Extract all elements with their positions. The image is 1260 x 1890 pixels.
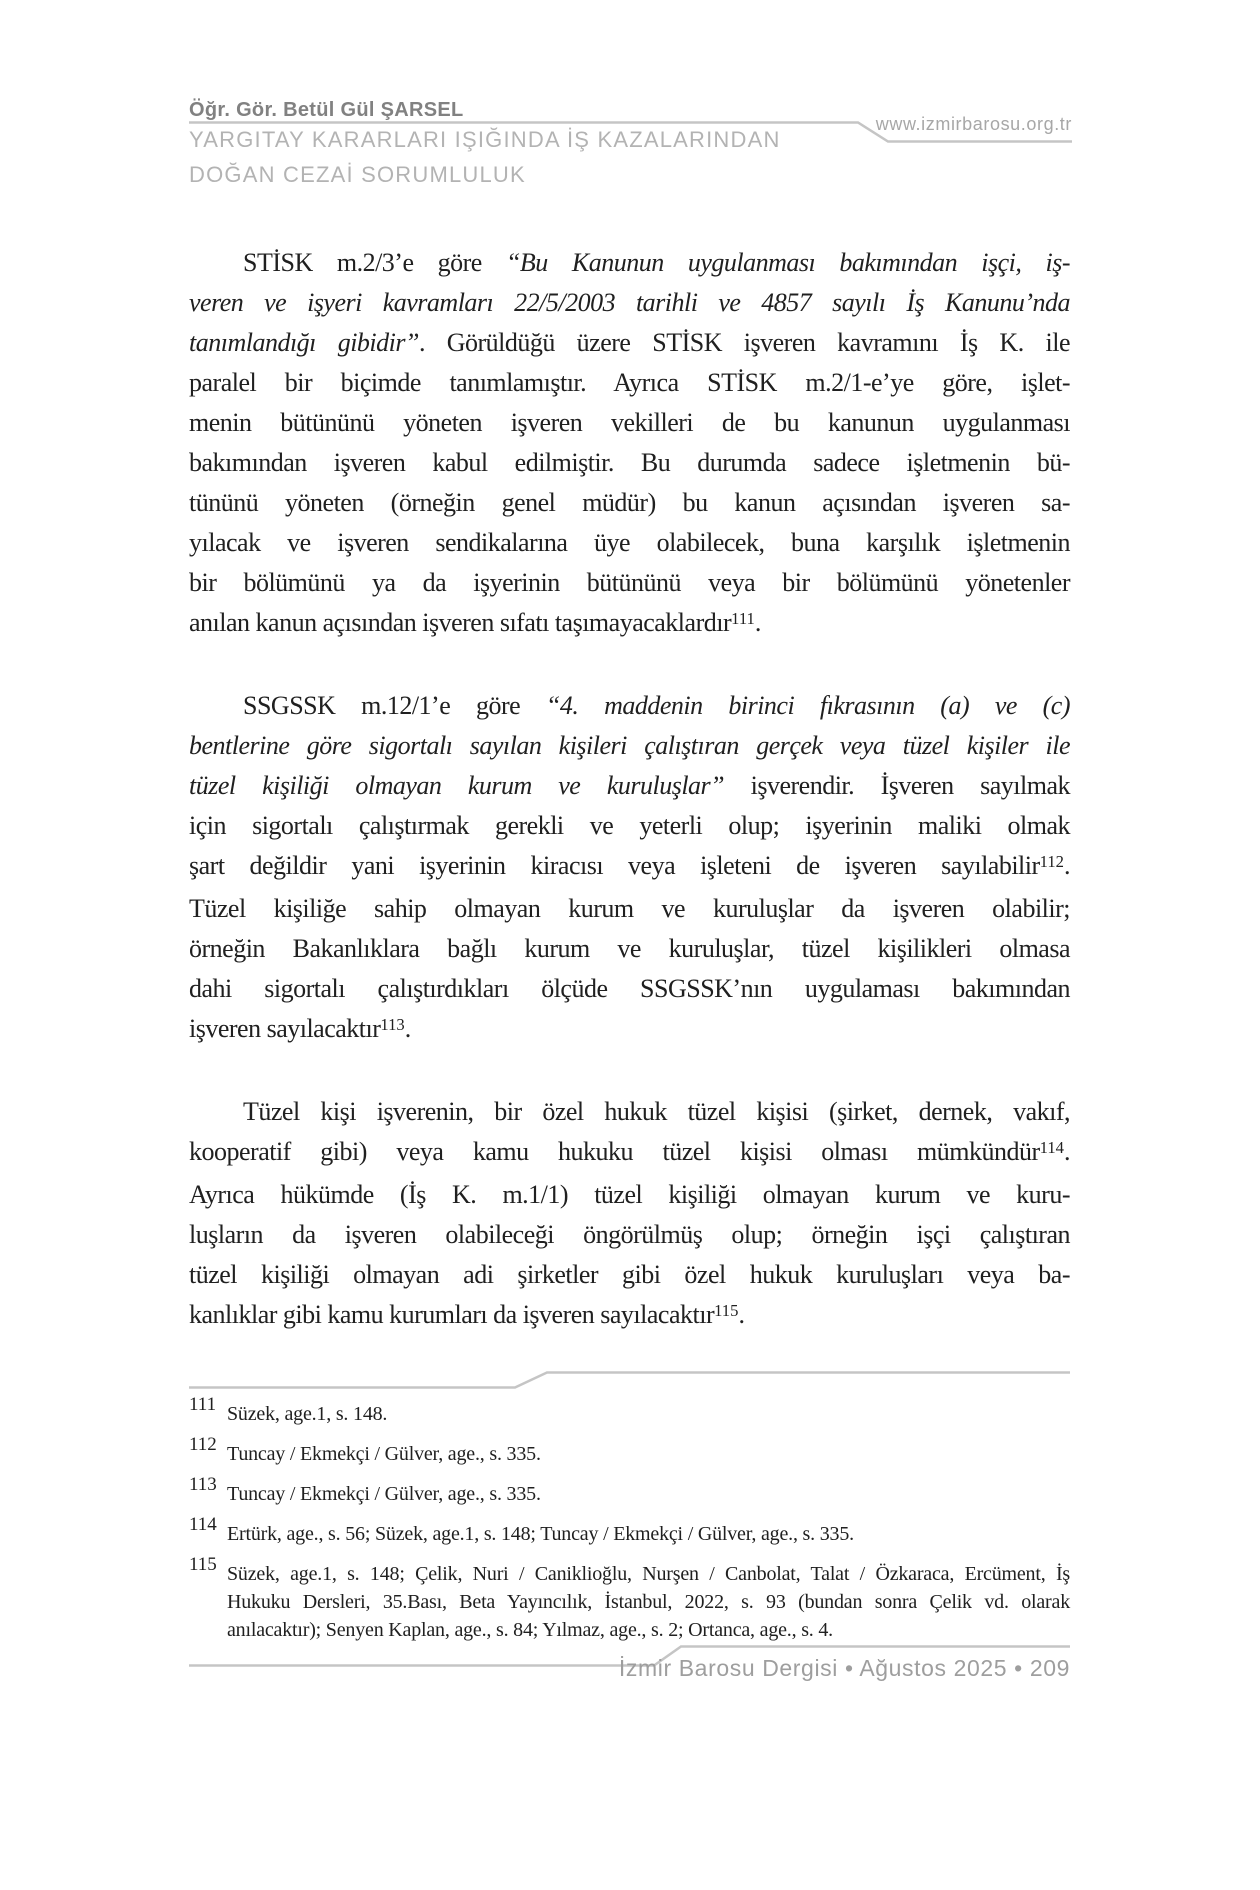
text-run: . <box>1064 851 1070 880</box>
footnote-ref: 113 <box>380 1014 405 1034</box>
footnote-number: 113 <box>189 1474 217 1495</box>
text-run: Tüzel kişi işverenin, bir özel hukuk tüzel kişisi (şirket, dernek, vakıf, <box>243 1097 1070 1126</box>
text-line <box>189 243 1070 283</box>
text-run: . <box>404 1014 411 1043</box>
text-run: tüzel kişiliği olmayan kurum ve kuruluşlar” <box>189 771 725 800</box>
journal-footer: İzmir Barosu Dergisi • Ağustos 2025 • 209 <box>618 1655 1070 1681</box>
text-line <box>189 766 1070 806</box>
text-line <box>189 1295 1070 1338</box>
text-line <box>189 889 1070 929</box>
footnote-text <box>227 1440 1070 1468</box>
footnote-text <box>227 1480 1070 1508</box>
footnote-line: Süzek, age.1, s. 148; Çelik, Nuri / Caniklioğlu, Nurşen / Canbolat, Talat / Özkaraca, Ercüment, İş <box>227 1563 1070 1585</box>
text-line <box>189 563 1070 603</box>
footnote <box>189 1554 1070 1644</box>
text-run: . <box>1064 1137 1070 1166</box>
footnote-number: 114 <box>189 1514 217 1535</box>
paragraph <box>189 243 1070 646</box>
text-run: tüzel kişiliği olmayan adi şirketler gibi özel hukuk kuruluşları veya ba- <box>189 1260 1070 1289</box>
footnote <box>189 1474 1070 1508</box>
text-run: . <box>738 1300 745 1329</box>
text-run: SSGSSK m.12/1’e göre <box>243 691 546 720</box>
footnote <box>189 1514 1070 1548</box>
footnote-separator-rule <box>189 1369 1070 1391</box>
article-title <box>189 122 781 192</box>
footnote-ref: 111 <box>731 608 755 628</box>
text-run: işverendir. İşveren sayılmak <box>724 771 1070 800</box>
text-run: Tüzel kişiliğe sahip olmayan kurum ve kuruluşlar da işveren olabilir; <box>189 894 1070 923</box>
text-run: yılacak ve işveren sendikalarına üye olabilecek, buna karşılık işletmenin <box>189 528 1070 557</box>
text-line <box>189 726 1070 766</box>
footnote-line: Hukuku Dersleri, 35.Bası, Beta Yayıncılık, İstanbul, 2022, s. 93 (bundan sonra Çelik vd. olarak <box>227 1591 1070 1613</box>
text-run: için sigortalı çalıştırmak gerekli ve yeterli olup; işyerinin maliki olmak <box>189 811 1070 840</box>
text-run: “4. maddenin birinci fıkrasının (a) ve (c) <box>545 691 1070 720</box>
text-run: Ayrıca hükümde (İş K. m.1/1) tüzel kişiliği olmayan kurum ve kuru- <box>189 1180 1070 1209</box>
text-run: tününü yöneten (örneğin genel müdür) bu kanun açısından işveren sa- <box>189 488 1070 517</box>
footnote-ref: 112 <box>1039 851 1064 871</box>
text-run: bir bölümünü ya da işyerinin bütününü veya bir bölümünü yönetenler <box>189 568 1070 597</box>
text-run: anılan kanun açısından işveren sıfatı taşımayacaklardır <box>189 608 732 637</box>
footnote-ref: 114 <box>1039 1137 1064 1157</box>
text-line <box>189 403 1070 443</box>
text-run: “Bu Kanunun uygulanması bakımından işçi, iş- <box>505 248 1070 277</box>
text-run: şart değildir yani işyerinin kiracısı veya işleteni de işveren sayılabilir <box>189 851 1040 880</box>
text-line <box>189 1175 1070 1215</box>
text-line <box>189 283 1070 323</box>
paragraph <box>189 1092 1070 1338</box>
footnote-line: Ertürk, age., s. 56; Süzek, age.1, s. 148; Tuncay / Ekmekçi / Gülver, age., s. 335. <box>227 1523 854 1545</box>
footnote <box>189 1434 1070 1468</box>
text-line <box>189 443 1070 483</box>
footnote-text <box>227 1400 1070 1428</box>
text-line <box>189 929 1070 969</box>
body-text <box>189 243 1070 1378</box>
text-run: bakımından işveren kabul edilmiştir. Bu durumda sadece işletmenin bü- <box>189 448 1070 477</box>
text-run: kooperatif gibi) veya kamu hukuku tüzel kişisi olması mümkündür <box>189 1137 1040 1166</box>
text-line <box>189 1009 1070 1052</box>
article-title-line1: YARGITAY KARARLARI IŞIĞINDA İŞ KAZALARINDAN <box>189 127 781 152</box>
text-run: luşların da işveren olabileceği öngörülmüş olup; örneğin işçi çalıştıran <box>189 1220 1070 1249</box>
text-line <box>189 969 1070 1009</box>
text-run: menin bütününü yöneten işveren vekilleri de bu kanunun uygulanması <box>189 408 1070 437</box>
text-line <box>189 483 1070 523</box>
text-run: işveren sayılacaktır <box>189 1014 381 1043</box>
text-run: tanımlandığı gibidir” <box>189 328 419 357</box>
text-line <box>189 363 1070 403</box>
author-name: Öğr. Gör. Betül Gül ŞARSEL <box>189 99 464 121</box>
paragraph <box>189 686 1070 1052</box>
text-run: dahi sigortalı çalıştırdıkları ölçüde SSGSSK’nın uygulaması bakımından <box>189 974 1070 1003</box>
text-line <box>189 1255 1070 1295</box>
footnote-text <box>227 1560 1070 1644</box>
text-line <box>189 523 1070 563</box>
footnote-number: 111 <box>189 1394 217 1415</box>
footnote-line: Tuncay / Ekmekçi / Gülver, age., s. 335. <box>227 1483 541 1505</box>
footnote-line: Süzek, age.1, s. 148. <box>227 1403 388 1425</box>
text-run: paralel bir biçimde tanımlamıştır. Ayrıca STİSK m.2/1-e’ye göre, işlet- <box>189 368 1070 397</box>
text-run: örneğin Bakanlıklara bağlı kurum ve kuruluşlar, tüzel kişilikleri olmasa <box>189 934 1070 963</box>
footnote-text <box>227 1520 1070 1548</box>
website-url: www.izmirbarosu.org.tr <box>875 114 1072 134</box>
text-line <box>189 1092 1070 1132</box>
footnote-number: 115 <box>189 1554 217 1575</box>
text-line <box>189 846 1070 889</box>
text-run: STİSK m.2/3’e göre <box>243 248 506 277</box>
footnote-ref: 115 <box>714 1300 739 1320</box>
text-line <box>189 323 1070 363</box>
text-run: . <box>754 608 761 637</box>
text-run: bentlerine göre sigortalı sayılan kişileri çalıştıran gerçek veya tüzel kişiler ile <box>189 731 1070 760</box>
text-line <box>189 686 1070 726</box>
footnote-line: anılacaktır); Senyen Kaplan, age., s. 84; Yılmaz, age., s. 2; Ortanca, age., s. 4. <box>227 1619 833 1641</box>
text-line <box>189 603 1070 646</box>
text-line <box>189 1132 1070 1175</box>
footnotes <box>189 1394 1070 1656</box>
text-line <box>189 1215 1070 1255</box>
text-run: . Görüldüğü üzere STİSK işveren kavramını İş K. ile <box>418 328 1070 357</box>
footnote-line: Tuncay / Ekmekçi / Gülver, age., s. 335. <box>227 1443 541 1465</box>
text-run: veren ve işyeri kavramları 22/5/2003 tarihli ve 4857 sayılı İş Kanunu’nda <box>189 288 1070 317</box>
article-title-line2: DOĞAN CEZAİ SORUMLULUK <box>189 162 526 187</box>
footnote <box>189 1394 1070 1428</box>
text-run: kanlıklar gibi kamu kurumları da işveren sayılacaktır <box>189 1300 715 1329</box>
footnote-number: 112 <box>189 1434 217 1455</box>
text-line <box>189 806 1070 846</box>
